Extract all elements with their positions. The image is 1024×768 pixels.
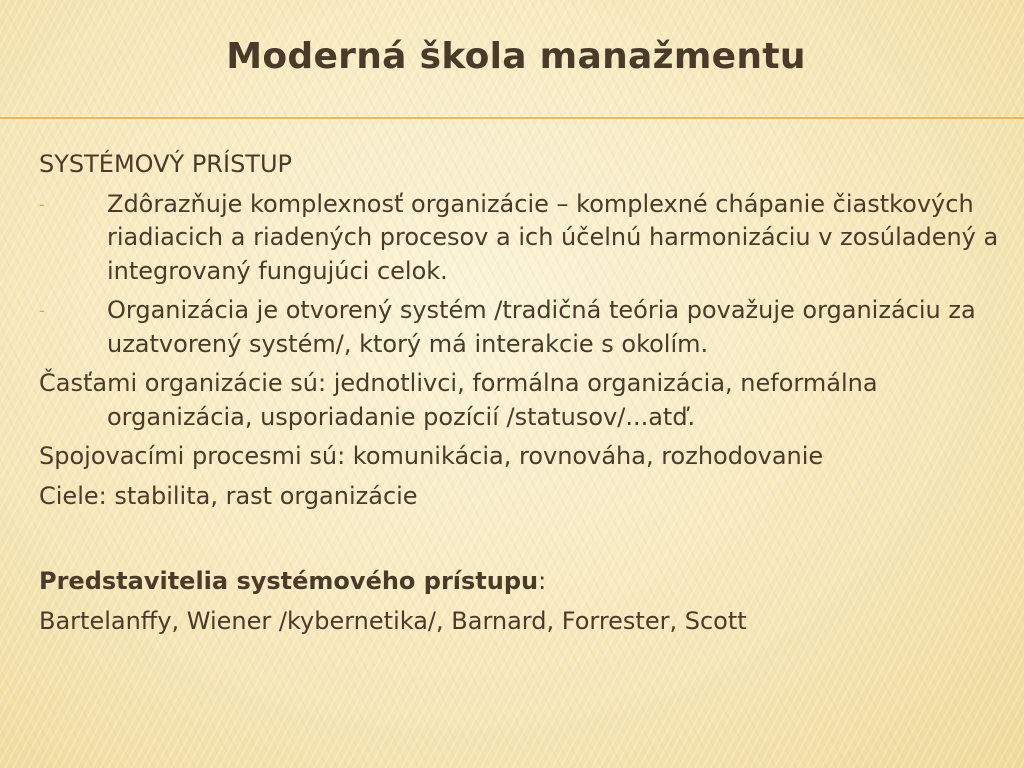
- slide-content: [39, 148, 1014, 644]
- dash-bullet-icon: -: [39, 301, 45, 320]
- spacer: [39, 519, 1014, 565]
- bullet-item: [39, 294, 1014, 361]
- title-divider: [0, 117, 1024, 119]
- section-heading: SYSTÉMOVÝ PRÍSTUP: [39, 150, 292, 178]
- dash-bullet-icon: -: [39, 194, 45, 214]
- bullet-text: Zdôrazňuje komplexnosť organizácie – komplexné chápanie čiastkových riadiacich a riadených procesov a ich účelnú harmonizáciu v zosúladený a integrovaný fungujúci celok.: [107, 189, 999, 285]
- representatives-colon: :: [538, 567, 547, 595]
- slide-title: Moderná škola manažmentu: [226, 36, 806, 77]
- representatives-label: Predstavitelia systémového prístupu: [39, 567, 539, 595]
- goals-paragraph: Ciele: stabilita, rast organizácie: [39, 481, 418, 510]
- bullet-item: [39, 188, 1014, 289]
- connecting-processes-paragraph: Spojovacími procesmi sú: komunikácia, rovnováha, rozhodovanie: [39, 442, 824, 470]
- representatives-heading: [39, 565, 1014, 599]
- parts-paragraph: Časťami organizácie sú: jednotlivci, formálna organizácia, neformálna organizácia, usporiadanie pozícií /statusov/...atď.: [39, 369, 878, 431]
- bullet-text: Organizácia je otvorený systém /tradičná teória považuje organizáciu za uzatvorený systém/, ktorý má interakcie s okolím.: [107, 296, 976, 358]
- representatives-list: Bartelanffy, Wiener /kybernetika/, Barnard, Forrester, Scott: [39, 606, 747, 635]
